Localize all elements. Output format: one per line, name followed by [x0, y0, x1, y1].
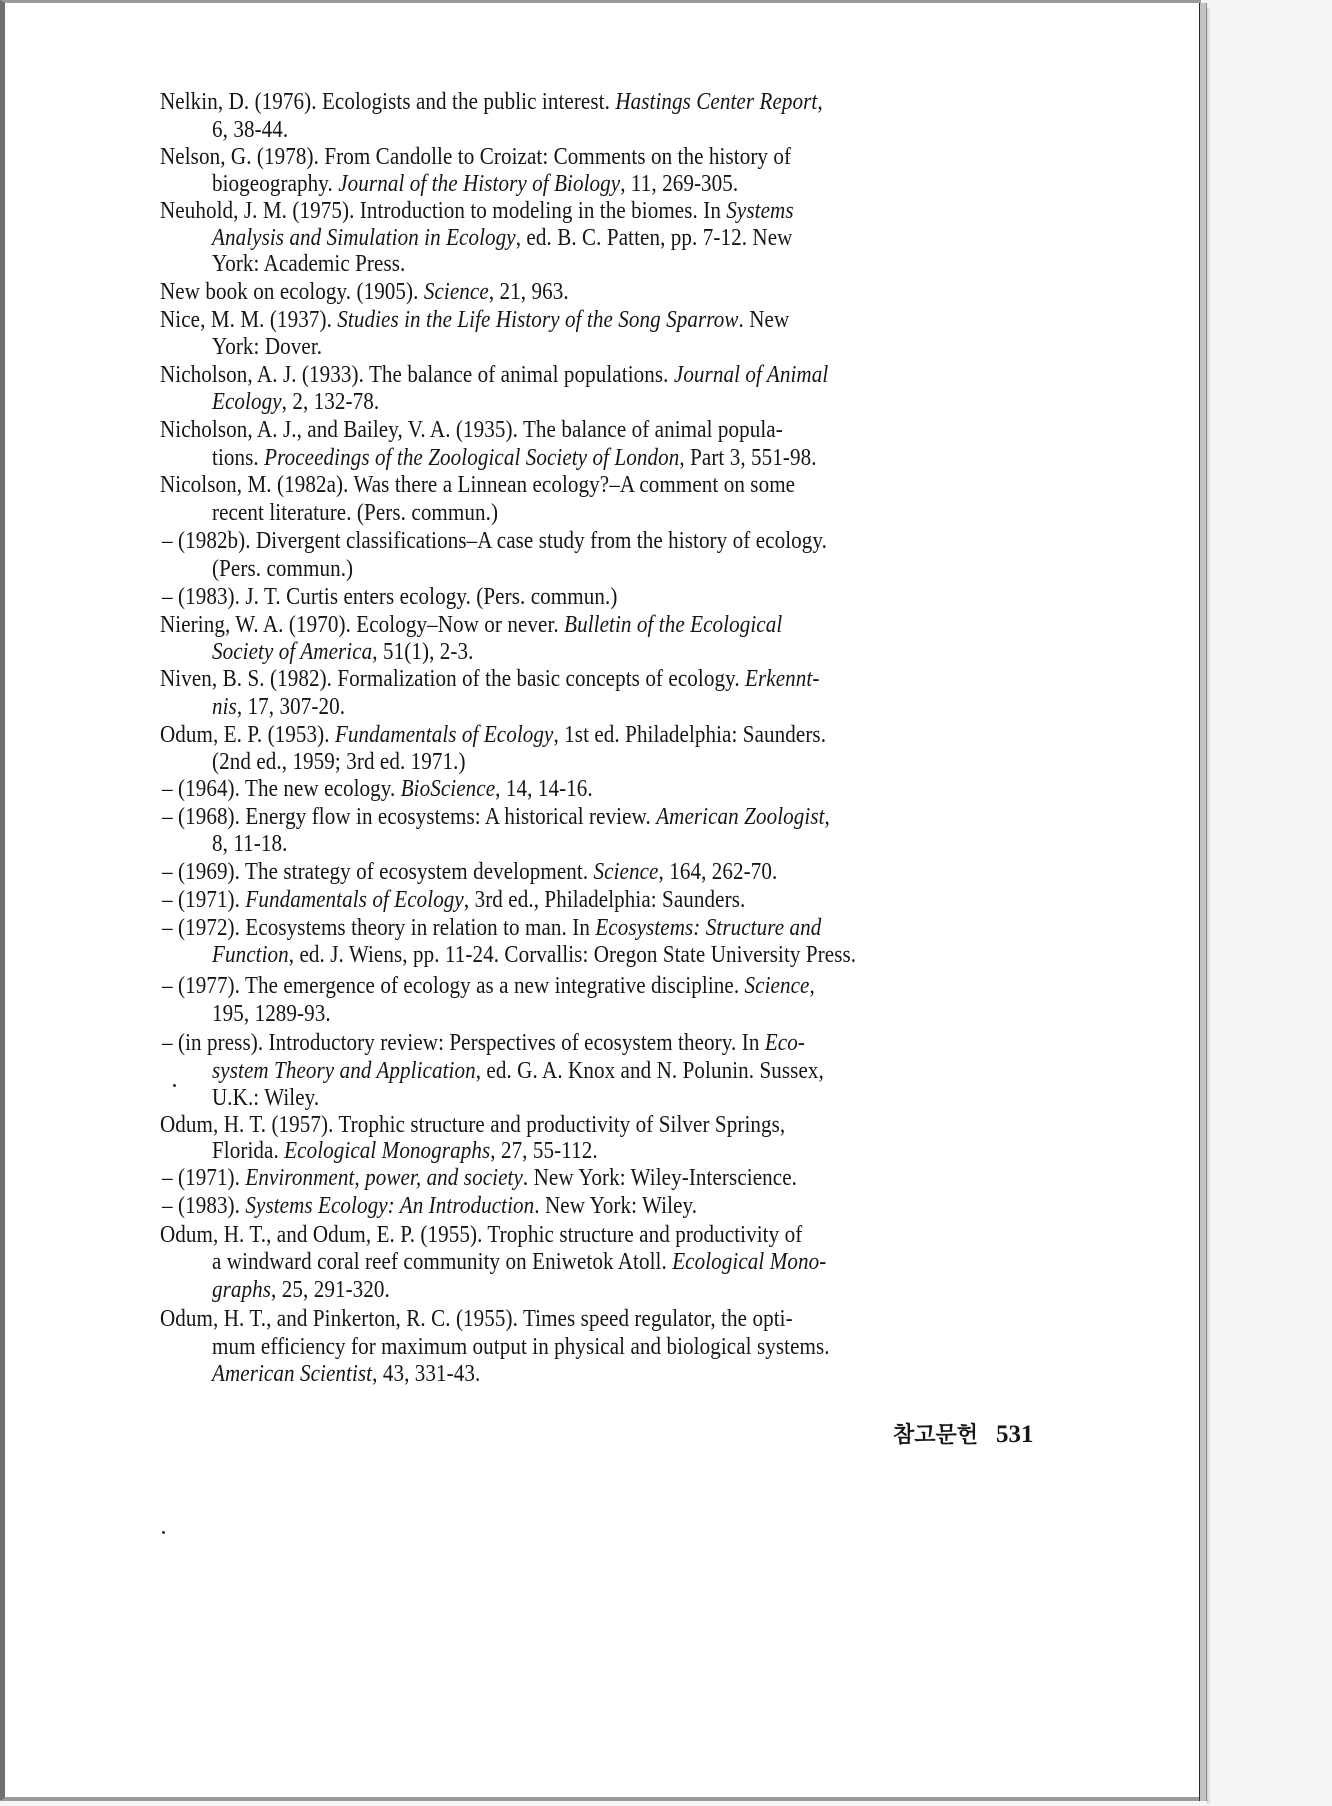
reference-continuation-line [212, 333, 322, 361]
italic-title: system Theory and Application [212, 1057, 476, 1084]
italic-title: Ecological Monographs [284, 1137, 491, 1164]
reference-first-line [162, 858, 777, 886]
scan-speck [173, 1084, 176, 1087]
reference-first-line [160, 721, 826, 749]
text-run: , 1st ed. Philadelphia: Saunders. [553, 721, 827, 748]
text-run: , ed. J. Wiens, pp. 11-24. Corvallis: Oregon State University Press. [288, 941, 857, 968]
text-run: biogeography. [212, 170, 339, 197]
text-run: 195, 1289-93. [212, 1000, 331, 1027]
text-run: . New [738, 306, 790, 333]
text-run: . New York: Wiley-Interscience. [522, 1164, 797, 1191]
reference-continuation-line [212, 748, 466, 776]
text-run: Neuhold, J. M. (1975). Introduction to modeling in the biomes. In [160, 197, 727, 224]
text-run: Odum, H. T. (1957). Trophic structure and productivity of Silver Springs, [160, 1111, 786, 1138]
reference-continuation-line [212, 388, 379, 416]
text-run: , ed. G. A. Knox and N. Polunin. Sussex, [475, 1057, 824, 1084]
reference-continuation-line [212, 941, 856, 969]
reference-first-line [160, 143, 791, 171]
italic-title: Science [593, 858, 659, 885]
reference-continuation-line [212, 1333, 830, 1361]
italic-title: Systems [726, 197, 794, 224]
reference-first-line [162, 527, 827, 555]
italic-title: Science [423, 278, 489, 305]
reference-first-line [160, 361, 828, 389]
reference-continuation-line [212, 1000, 331, 1028]
reference-first-line [160, 611, 782, 639]
text-run: Odum, H. T., and Odum, E. P. (1955). Trophic structure and productivity of [160, 1221, 803, 1248]
italic-title: graphs [212, 1276, 272, 1303]
text-run: , 11, 269-305. [620, 170, 739, 197]
italic-title: Function [212, 941, 289, 968]
reference-first-line [160, 88, 823, 116]
italic-title: Erkennt- [745, 665, 820, 692]
reference-continuation-line [212, 1248, 826, 1276]
italic-title: American Zoologist [656, 803, 825, 830]
text-run: Nice, M. M. (1937). [160, 306, 338, 333]
text-run: New book on ecology. (1905). [160, 278, 424, 305]
text-run: , 27, 55-112. [490, 1137, 598, 1164]
reference-continuation-line [212, 830, 287, 858]
text-run: Odum, E. P. (1953). [160, 721, 335, 748]
italic-title: Ecosystems: Structure and [595, 914, 822, 941]
italic-title: nis [212, 693, 237, 720]
reference-continuation-line [212, 1137, 598, 1165]
text-run: – (1969). The strategy of ecosystem development. [162, 858, 594, 885]
reference-first-line [162, 583, 617, 611]
italic-title: Proceedings of the Zoological Society of London [264, 444, 680, 471]
text-run: , 2, 132-78. [281, 388, 380, 415]
italic-title: American Scientist [212, 1360, 373, 1387]
reference-continuation-line [212, 224, 792, 252]
reference-continuation-line [212, 250, 405, 278]
text-run: , 17, 307-20. [236, 693, 346, 720]
text-run: Nicholson, A. J. (1933). The balance of animal populations. [160, 361, 674, 388]
text-run: a windward coral reef community on Eniwetok Atoll. [212, 1248, 673, 1275]
reference-continuation-line [212, 1360, 480, 1388]
text-run: – (1983). [162, 1192, 246, 1219]
text-run: 6, 38-44. [212, 116, 289, 143]
reference-first-line [162, 1029, 805, 1057]
reference-first-line [162, 1192, 697, 1220]
italic-title: BioScience [400, 775, 496, 802]
text-run: tions. [212, 444, 265, 471]
section-label: 참고문헌 [893, 1423, 979, 1448]
reference-continuation-line [212, 1084, 319, 1112]
text-run: recent literature. (Pers. commun.) [212, 499, 499, 526]
text-run: Odum, H. T., and Pinkerton, R. C. (1955). Times speed regulator, the opti- [160, 1305, 793, 1332]
text-run: Niering, W. A. (1970). Ecology–Now or never. [160, 611, 565, 638]
text-run: , 25, 291-320. [271, 1276, 390, 1303]
text-run: – (1977). The emergence of ecology as a new integrative discipline. [162, 972, 745, 999]
reference-first-line [160, 665, 819, 693]
text-run: Nelkin, D. (1976). Ecologists and the public interest. [160, 88, 616, 115]
text-run: – (1972). Ecosystems theory in relation to man. In [162, 914, 596, 941]
reference-first-line [160, 278, 569, 306]
text-run: mum efficiency for maximum output in physical and biological systems. [212, 1333, 830, 1360]
text-run: . New York: Wiley. [534, 1192, 698, 1219]
text-run: (Pers. commun.) [212, 555, 354, 582]
text-run: (2nd ed., 1959; 3rd ed. 1971.) [212, 748, 466, 775]
text-run: , Part 3, 551-98. [679, 444, 817, 471]
text-run: – (1982b). Divergent classifications–A case study from the history of ecology. [162, 527, 828, 554]
text-run: – (1968). Energy flow in ecosystems: A historical review. [162, 803, 657, 830]
italic-title: Journal of the History of Biology [338, 170, 621, 197]
reference-continuation-line [212, 116, 288, 144]
page-shadow [1207, 8, 1211, 1804]
text-run: Niven, B. S. (1982). Formalization of the basic concepts of ecology. [160, 665, 746, 692]
scan-speck [162, 1531, 165, 1534]
text-run: Nicolson, M. (1982a). Was there a Linnean ecology?–A comment on some [160, 471, 796, 498]
italic-title: Systems Ecology: An Introduction [245, 1192, 535, 1219]
italic-title: Studies in the Life History of the Song Sparrow [337, 306, 739, 333]
reference-continuation-line [212, 693, 345, 721]
reference-continuation-line [212, 170, 738, 198]
text-run: Nelson, G. (1978). From Candolle to Croizat: Comments on the history of [160, 143, 792, 170]
italic-title: Hastings Center Report, [615, 88, 823, 115]
reference-continuation-line [212, 638, 473, 666]
text-run: U.K.: Wiley. [212, 1084, 320, 1111]
running-footer [893, 1418, 1034, 1449]
text-run: , [824, 803, 830, 830]
text-run: 8, 11-18. [212, 830, 288, 857]
reference-first-line [160, 416, 783, 444]
italic-title: Analysis and Simulation in Ecology [212, 224, 516, 251]
reference-first-line [160, 1111, 785, 1139]
reference-continuation-line [212, 1057, 824, 1085]
text-run: , 43, 331-43. [372, 1360, 481, 1387]
reference-first-line [162, 775, 593, 803]
reference-first-line [162, 914, 821, 942]
italic-title: Ecology [212, 388, 282, 415]
reference-first-line [162, 886, 745, 914]
italic-title: Fundamentals of Ecology [334, 721, 554, 748]
reference-continuation-line [212, 499, 498, 527]
text-run: – (1971). [162, 1164, 246, 1191]
italic-title: Journal of Animal [673, 361, 829, 388]
text-run: – (1964). The new ecology. [162, 775, 401, 802]
italic-title: Science [744, 972, 810, 999]
text-run: , ed. B. C. Patten, pp. 7-12. New [515, 224, 793, 251]
reference-first-line [160, 1305, 793, 1333]
text-run: , 164, 262-70. [658, 858, 778, 885]
text-run: , 21, 963. [488, 278, 569, 305]
page-number: 531 [996, 1421, 1034, 1448]
text-run: , [809, 972, 815, 999]
reference-first-line [160, 1221, 802, 1249]
italic-title: Fundamentals of Ecology [245, 886, 464, 913]
reference-continuation-line [212, 1276, 390, 1304]
text-run: York: Dover. [212, 333, 323, 360]
italic-title: Society of America [212, 638, 373, 665]
reference-first-line [160, 197, 794, 225]
text-run: – (1983). J. T. Curtis enters ecology. (Pers. commun.) [162, 583, 618, 610]
reference-first-line [160, 471, 795, 499]
italic-title: Eco- [764, 1029, 805, 1056]
italic-title: Ecological Mono- [672, 1248, 827, 1275]
text-run: , 3rd ed., Philadelphia: Saunders. [463, 886, 746, 913]
text-run: Florida. [212, 1137, 285, 1164]
italic-title: Environment, power, and society [245, 1164, 523, 1191]
reference-first-line [162, 803, 830, 831]
text-run: , 51(1), 2-3. [372, 638, 474, 665]
reference-continuation-line [212, 555, 353, 583]
page-edge-scrollbar [1199, 3, 1207, 1801]
reference-first-line [162, 972, 815, 1000]
text-run: , 14, 14-16. [495, 775, 593, 802]
italic-title: Bulletin of the Ecological [564, 611, 783, 638]
reference-first-line [160, 306, 789, 334]
reference-continuation-line [212, 444, 817, 472]
text-run: – (in press). Introductory review: Perspectives of ecosystem theory. In [162, 1029, 765, 1056]
text-run: – (1971). [162, 886, 246, 913]
text-run: York: Academic Press. [212, 250, 406, 277]
reference-first-line [162, 1164, 797, 1192]
text-run: Nicholson, A. J., and Bailey, V. A. (1935). The balance of animal popula- [160, 416, 783, 443]
